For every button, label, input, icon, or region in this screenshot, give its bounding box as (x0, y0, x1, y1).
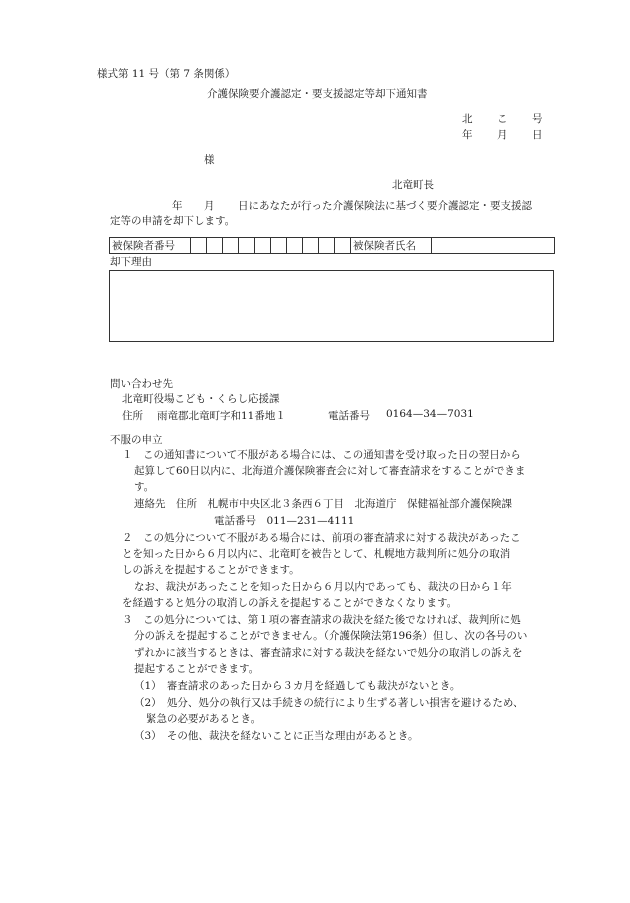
appeal-contact1-line: 連絡先 住所 札幌市中央区北３条西６丁目 北海道庁 保健福祉部介護保険課 (134, 498, 512, 510)
intro-text-line1: 日にあなたが行った介護保険法に基づく要介護認定・要支援認 (238, 200, 532, 212)
document-title: 介護保険要介護認定・要支援認定等却下通知書 (207, 88, 428, 100)
date-year: 年 (462, 129, 473, 141)
rejection-reason-box (109, 270, 554, 342)
appeal-item2-line: しの訴えを提起することができます。 (122, 564, 300, 576)
insured-number-digit (207, 238, 223, 254)
appeal-item3-line: 分の訴えを提起することができません。（介護保険法第196条）但し、次の各号のい (134, 630, 528, 642)
sender-name: 北竜町長 (392, 179, 434, 191)
insured-info-table (109, 237, 555, 254)
insured-number-label: 被保険者番号 (110, 238, 191, 254)
contact-address: 雨竜郡北竜町字和11番地１ (157, 410, 286, 422)
intro-text-line2: 定等の申請を却下します。 (110, 215, 236, 227)
insured-number-digit (223, 238, 239, 254)
insured-number-digit (239, 238, 255, 254)
appeal-item3-line: ずれかに該当するときは、審査請求に対する裁決を経ないで処分の取消しの訴えを (134, 647, 523, 659)
insured-number-digit (271, 238, 287, 254)
doc-number-go: 号 (532, 113, 543, 125)
appeal-item3-line: ３ この処分については、第１項の審査請求の裁決を経た後でなければ、裁判所に処 (122, 614, 521, 626)
insured-number-digit (335, 238, 351, 254)
addressee-suffix: 様 (204, 154, 215, 166)
insured-number-digit (319, 238, 335, 254)
appeal-sub1: （1） 審査請求のあった日から３カ月を経過しても裁決がないとき。 (134, 680, 461, 692)
intro-year: 年 (172, 200, 183, 212)
insured-number-digit (303, 238, 319, 254)
appeal-item2-line: ２ この処分について不服がある場合には、前項の審査請求に対する裁決があったこ (122, 532, 521, 544)
appeal-item1-line: １ この通知書について不服がある場合には、この通知書を受け取った日の翌日から (122, 449, 521, 461)
insured-number-digit (191, 238, 207, 254)
date-month: 月 (497, 129, 508, 141)
appeal-note-line: を経過すると処分の取消しの訴えを提起することができなくなります。 (122, 597, 458, 609)
contact-phone: 0164—34—7031 (386, 408, 474, 420)
intro-month: 月 (204, 200, 215, 212)
appeal-sub2-line: （2） 処分、処分の執行又は手続きの続行により生ずる著しい損害を避けるため、 (134, 697, 524, 709)
contact-address-label: 住所 (122, 410, 143, 422)
appeal-heading: 不服の申立 (110, 434, 163, 446)
insured-name-value (432, 238, 555, 254)
appeal-item2-line: とを知った日から６月以内に、北竜町を被告として、札幌地方裁判所に処分の取消 (122, 548, 511, 560)
insured-name-label: 被保険者氏名 (351, 238, 432, 254)
appeal-contact1-phone: 電話番号 011—231—4111 (214, 515, 355, 527)
appeal-sub2-line: 緊急の必要があるとき。 (146, 713, 262, 725)
date-day: 日 (532, 129, 543, 141)
form-number: 様式第 11 号（第 7 条関係） (97, 68, 236, 80)
appeal-item1-line: 起算して60日以内に、北海道介護保険審査会に対して審査請求をすることができま (134, 465, 526, 477)
appeal-item1-line: す。 (134, 481, 155, 493)
doc-number-ko: こ (497, 113, 508, 125)
appeal-note-line: なお、裁決があったことを知った日から６月以内であっても、裁決の日から１年 (134, 581, 512, 593)
contact-heading: 問い合わせ先 (110, 378, 173, 390)
contact-phone-label: 電話番号 (328, 410, 370, 422)
appeal-item3-line: 提起することができます。 (134, 663, 260, 675)
contact-office: 北竜町役場こども・くらし応援課 (122, 393, 280, 405)
appeal-sub3: （3） その他、裁決を経ないことに正当な理由があるとき。 (134, 730, 419, 742)
doc-number-north: 北 (462, 113, 473, 125)
insured-number-digit (287, 238, 303, 254)
rejection-reason-label: 却下理由 (110, 256, 152, 268)
insured-number-digit (255, 238, 271, 254)
